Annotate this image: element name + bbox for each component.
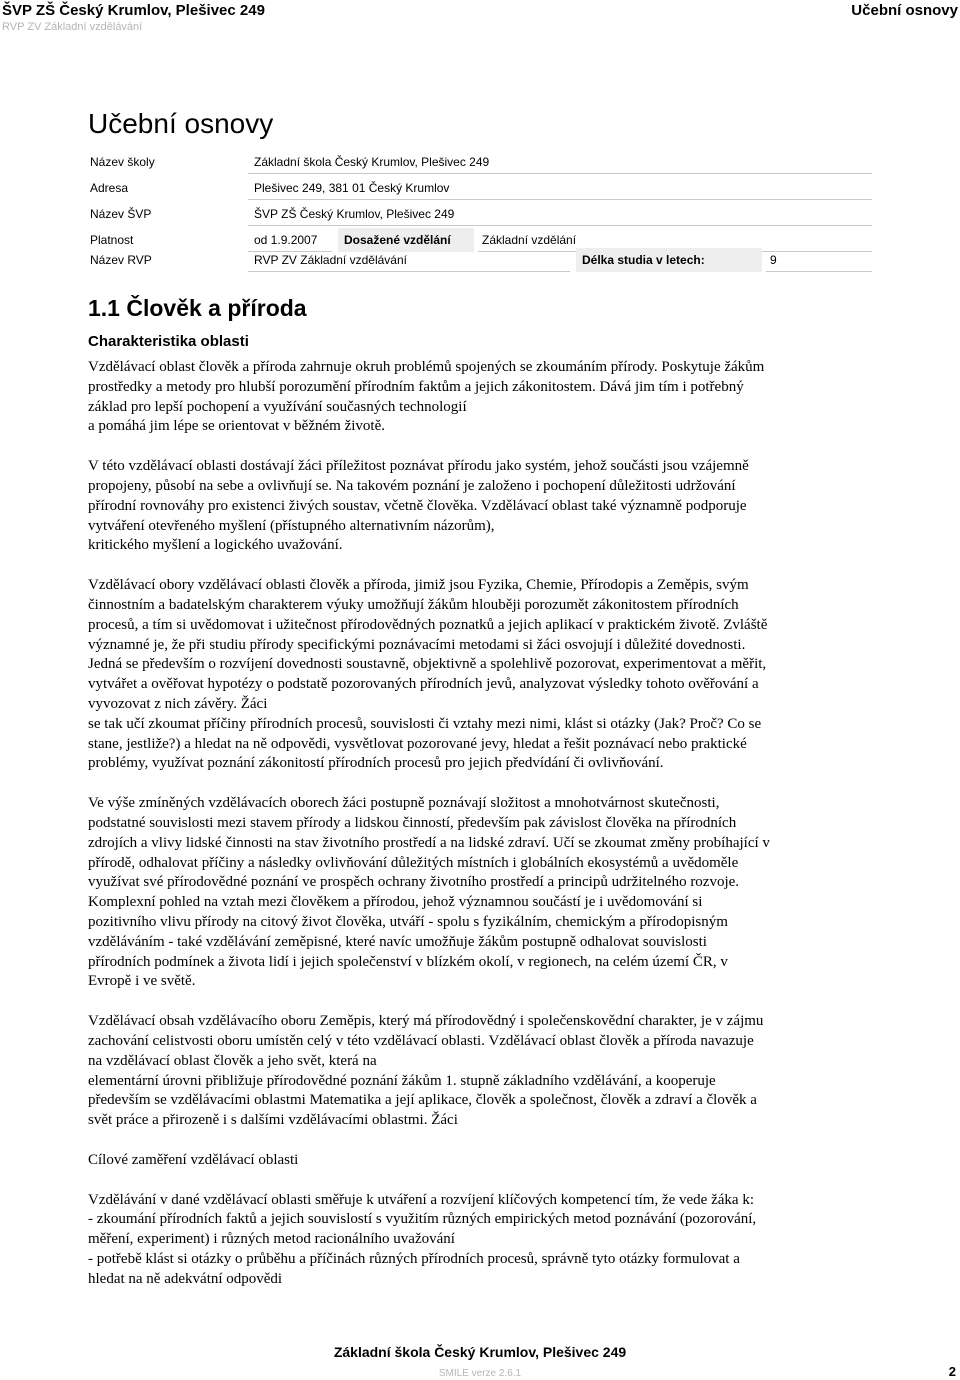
education-label: Dosažené vzdělání	[344, 233, 451, 247]
section-subtitle: Charakteristika oblasti	[88, 333, 249, 350]
header-subtitle: RVP ZV Základní vzdělávání	[2, 21, 143, 33]
header-title: ŠVP ZŠ Český Krumlov, Plešivec 249	[2, 2, 265, 19]
body-line: se tak učí zkoumat příčiny přírodních procesů, souvislosti či vztahy mezi nimi, klást si otázky (Jak? Proč? Co se	[88, 715, 762, 732]
info-row-address	[88, 176, 872, 200]
header-section-label: Učební osnovy	[851, 2, 958, 19]
info-row-rvp	[88, 248, 872, 272]
paragraph-gap	[88, 992, 872, 1012]
body-line: zdrojích a vlivy lidské činnosti na stav životního prostředí a na lidské zdraví. Učí se zkoumat změny probíhající v	[88, 834, 770, 851]
body-line: procesů, a tím si uvědomovat i užitečnost přírodovědných poznatků a jejich aplikací v praktickém životě. Zvláště	[88, 616, 768, 633]
row-divider	[248, 271, 570, 272]
body-line: Ve výše zmíněných vzdělávacích oborech žáci postupně poznávají složitost a mnohotvárnost skutečnosti,	[88, 795, 720, 812]
body-line: základ pro lepší pochopení a využívání současných technologií	[88, 398, 467, 415]
address-label: Adresa	[90, 181, 129, 195]
info-row-school	[88, 150, 872, 174]
education-value: Základní vzdělání	[482, 233, 577, 247]
study-length-label: Délka studia v letech:	[582, 253, 705, 267]
body-line: měření, experiment) i různých metod racionálního uvažování	[88, 1231, 455, 1248]
body-line: prostředky a metody pro hlubší porozumění přírodním faktům a jejich zákonitostem. Dává jim tím i potřebný	[88, 378, 744, 395]
row-divider	[248, 225, 872, 226]
body-line: svět práce a přirozeně i s dalšími vzdělávacími oblastmi. Žáci	[88, 1112, 458, 1129]
body-line: Vzdělávací obory vzdělávací oblasti člověk a příroda, jimiž jsou Fyzika, Chemie, Přírodopis a Zeměpis, svým	[88, 577, 749, 594]
body-line: a pomáhá jim lépe se orientovat v běžném životě.	[88, 418, 385, 435]
body-line: vytvářet a ověřovat hypotézy o podstatě pozorovaných přírodních jevů, analyzovat výsledky tohoto ověřování a	[88, 676, 759, 693]
section-body	[88, 358, 872, 1290]
body-line: Jedná se především o rozvíjení dovednosti soustavně, objektivně a spolehlivě pozorovat, experimentovat a měřit,	[88, 656, 767, 673]
body-line: významné je, že při studiu přírody specifickými poznávacími metodami si žáci osvojují i důležité dovednosti.	[88, 636, 746, 653]
page-number: 2	[948, 1364, 956, 1379]
school-label: Název školy	[90, 155, 155, 169]
body-line: vytváření otevřeného myšlení (přístupného alternativním názorům),	[88, 517, 495, 534]
validity-label: Platnost	[90, 233, 134, 247]
address-value: Plešivec 249, 381 01 Český Krumlov	[254, 181, 450, 195]
footer-school-name: Základní škola Český Krumlov, Plešivec 249	[333, 1344, 627, 1360]
row-divider	[766, 271, 872, 272]
validity-value: od 1.9.2007	[254, 233, 318, 247]
body-line: Evropě i ve světě.	[88, 973, 196, 990]
body-line: přírodní rovnováhy pro existenci živých soustav, včetně člověka. Vzdělávací oblast také významně podporuje	[88, 497, 747, 514]
body-line: Vzdělávání v dané vzdělávací oblasti směřuje k utváření a rozvíjení klíčových kompetencí tím, že vede žáka k:	[88, 1191, 754, 1208]
body-line: činnostním a badatelským charakterem výuky umožňují žákům hlouběji porozumět zákonitostem přírodních	[88, 596, 739, 613]
body-line: vzděláváním - také vzdělávání zeměpisné, které navíc umožňuje žákům postupně odhalovat souvislosti	[88, 933, 707, 950]
paragraph-gap	[88, 1171, 872, 1191]
body-line: Vzdělávací obsah vzdělávacího oboru Zeměpis, který má přírodovědný i společenskovědní charakter, je v zájmu	[88, 1013, 764, 1030]
body-line: propojeny, působí na sebe a ovlivňují se. Na takovém poznání je založeno i pochopení důležitosti udržování	[88, 477, 736, 494]
row-divider	[248, 199, 872, 200]
body-line: vyvozovat z nich závěry. Žáci	[88, 695, 268, 712]
body-line: na vzdělávací oblast člověk a jeho svět, která na	[88, 1052, 377, 1069]
study-length-value: 9	[770, 253, 777, 267]
svp-label: Název ŠVP	[90, 207, 152, 221]
goals-heading: Cílové zaměření vzdělávací oblasti	[88, 1151, 299, 1168]
body-line: elementární úrovni přibližuje přírodovědné poznání žákům 1. stupně základního vzdělávání, a kooperuje	[88, 1072, 716, 1089]
body-line: pozitivního vlivu přírody na citový život člověka, utváří - spolu s fyzikálním, chemickým a přírodopisným	[88, 913, 728, 930]
body-line: - zkoumání přírodních faktů a jejich souvislostí s využitím různých empirických metod poznávání (pozorování,	[88, 1211, 757, 1228]
paragraph-gap	[88, 556, 872, 576]
body-line: podstatné souvislosti mezi stavem přírody a lidskou činností, především pak závislost člověka na přírodních	[88, 814, 737, 831]
body-line: především se vzdělávacími oblastmi Matematika a její aplikace, člověk a společnost, člověk a zdraví a člověk a	[88, 1092, 757, 1109]
section-title: 1.1 Člověk a příroda	[88, 295, 307, 321]
svp-value: ŠVP ZŠ Český Krumlov, Plešivec 249	[254, 207, 455, 221]
body-line: zachování celistvosti oboru umístěn celý v této vzdělávací oblasti. Vzdělávací oblast člověk a příroda navazuje	[88, 1032, 754, 1049]
body-line: hledat na ně adekvátní odpovědi	[88, 1270, 283, 1287]
body-line: problémy, využívat poznání zákonitostí přírodních procesů pro jejich předvídání či ovlivňování.	[88, 755, 664, 772]
body-line: přírodních podmínek a života lidí i jejich společenství v blízkém okolí, v regionech, na celém území ČR, v	[88, 953, 728, 970]
footer-version: SMILE verze 2.6.1	[438, 1368, 522, 1379]
paragraph-gap	[88, 1131, 872, 1151]
page-header	[2, 2, 265, 34]
paragraph-gap	[88, 437, 872, 457]
body-line: V této vzdělávací oblasti dostávají žáci příležitost poznávat přírodu jako systém, jehož součásti jsou vzájemně	[88, 458, 749, 475]
body-line: kritického myšlení a logického uvažování.	[88, 537, 343, 554]
body-line: přírodě, odhalovat příčiny a následky ovlivňování důležitých místních i globálních ekosystémů a uvědoměle	[88, 854, 739, 871]
paragraph-gap	[88, 774, 872, 794]
body-line: využívat své přírodovědné poznání ve prospěch ochrany životního prostředí a principů udržitelného rozvoje.	[88, 874, 740, 891]
body-line: stane, jestliže?) a hledat na ně odpovědi, vysvětlovat pozorované jevy, hledat a řešit poznávací nebo praktické	[88, 735, 747, 752]
rvp-label: Název RVP	[90, 253, 152, 267]
school-value: Základní škola Český Krumlov, Plešivec 249	[254, 155, 490, 169]
rvp-value: RVP ZV Základní vzdělávání	[254, 253, 407, 267]
body-line: Vzdělávací oblast člověk a příroda zahrnuje okruh problémů spojených se zkoumáním přírody. Poskytuje žákům	[88, 359, 765, 375]
body-line: - potřebě klást si otázky o průběhu a příčinách různých přírodních procesů, správně tyto otázky formulovat a	[88, 1251, 740, 1268]
row-divider	[248, 173, 872, 174]
info-row-svp	[88, 202, 872, 226]
document-title: Učební osnovy	[88, 108, 274, 139]
body-line: Komplexní pohled na vztah mezi člověkem a přírodou, jehož významnou součástí je i uvědomování si	[88, 894, 703, 911]
